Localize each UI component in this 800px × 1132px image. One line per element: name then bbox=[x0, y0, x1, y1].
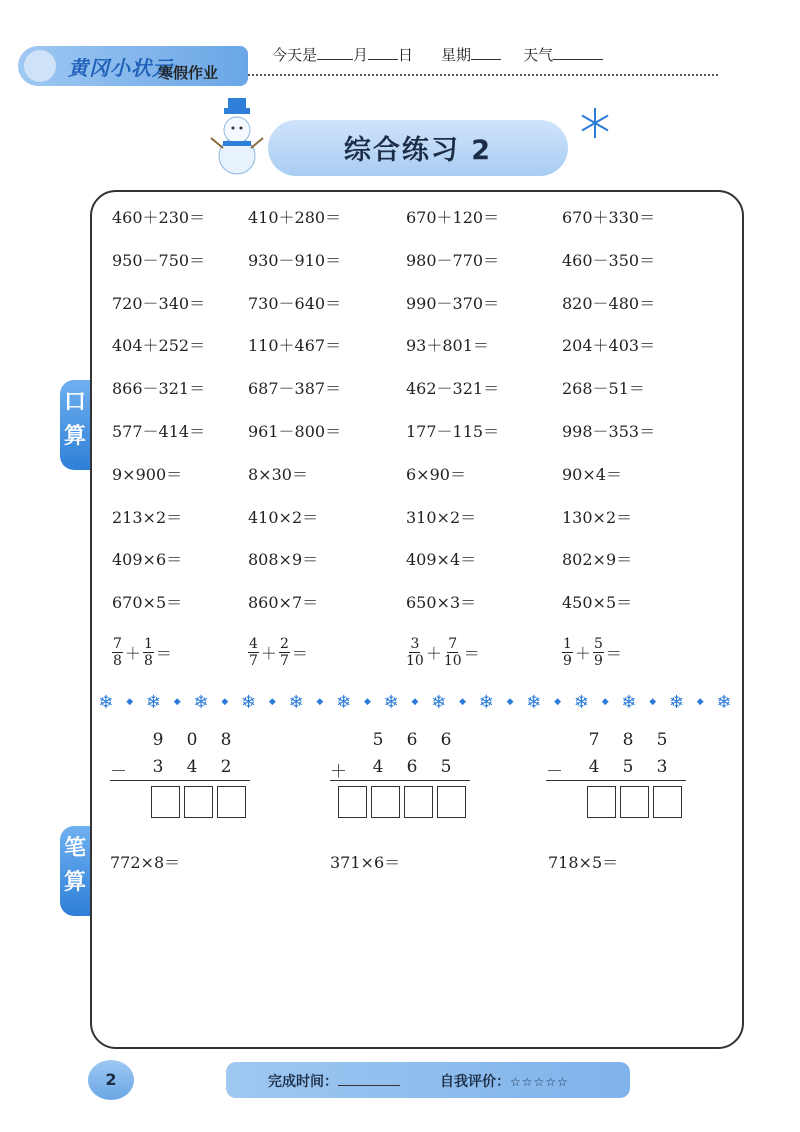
tab-char: 算 bbox=[63, 424, 86, 449]
oral-row bbox=[112, 590, 712, 620]
diamond-icon: ◆ bbox=[649, 697, 657, 707]
brand-logo-icon bbox=[24, 50, 56, 82]
digit: 5 bbox=[656, 730, 668, 750]
header-dotted-divider bbox=[248, 74, 718, 76]
date-line bbox=[272, 44, 603, 65]
date-month-label: 月 bbox=[353, 46, 369, 64]
digit: 9 bbox=[152, 730, 164, 750]
date-week-label: 星期 bbox=[441, 46, 472, 64]
oral-problem: 650×3＝ bbox=[406, 593, 477, 613]
answer-digit-box[interactable] bbox=[587, 786, 616, 818]
snowflake-icon: ❄ bbox=[241, 691, 257, 713]
oral-row bbox=[112, 248, 712, 278]
snowflake-icon: ❄ bbox=[478, 691, 494, 713]
oral-problem: 460－350＝ bbox=[562, 250, 656, 270]
diamond-icon: ◆ bbox=[316, 697, 324, 707]
snowman-icon bbox=[206, 98, 268, 178]
answer-boxes bbox=[151, 786, 250, 818]
oral-problem: 670＋330＝ bbox=[562, 208, 656, 227]
oral-problem: 460＋230＝ bbox=[112, 208, 206, 227]
answer-line bbox=[110, 780, 250, 781]
snowflake-icon bbox=[578, 106, 612, 140]
diamond-icon: ◆ bbox=[459, 697, 466, 707]
oral-problem: 998－353＝ bbox=[562, 422, 656, 441]
tab-char: 算 bbox=[63, 870, 86, 895]
completion-time-blank[interactable] bbox=[338, 1071, 400, 1086]
oral-problem: 462－321＝ bbox=[406, 379, 500, 399]
digit: 6 bbox=[440, 730, 452, 750]
brand-subtitle: 寒假作业 bbox=[158, 64, 219, 82]
answer-digit-box[interactable] bbox=[184, 786, 213, 818]
written-calc-problem: 718×5＝ bbox=[548, 853, 619, 872]
oral-problem: 90×4＝ bbox=[562, 464, 622, 484]
date-day-blank[interactable] bbox=[368, 45, 398, 60]
answer-digit-box[interactable] bbox=[437, 786, 466, 818]
digit: 3 bbox=[152, 757, 164, 777]
answer-digit-box[interactable] bbox=[217, 786, 246, 818]
oral-problem: 410＋280＝ bbox=[248, 208, 342, 227]
digit: 4 bbox=[372, 757, 384, 777]
oral-problem: 820－480＝ bbox=[562, 293, 656, 313]
oral-problem: 961－800＝ bbox=[248, 422, 342, 441]
oral-row bbox=[112, 547, 712, 577]
oral-problem: 213×2＝ bbox=[112, 507, 183, 527]
digit: 2 bbox=[220, 757, 232, 777]
diamond-icon: ◆ bbox=[696, 697, 704, 707]
completion-time-label: 完成时间： bbox=[268, 1074, 338, 1090]
oral-row bbox=[112, 333, 712, 363]
operator: ＋ bbox=[330, 762, 347, 782]
snowflake-icon: ❄ bbox=[98, 691, 114, 713]
oral-problem: 802×9＝ bbox=[562, 550, 633, 570]
oral-problem: 980－770＝ bbox=[406, 250, 500, 270]
date-day-label: 日 bbox=[398, 46, 414, 64]
oral-problem: 990－370＝ bbox=[406, 293, 500, 313]
digit: 3 bbox=[656, 757, 668, 777]
digit: 5 bbox=[440, 757, 452, 777]
snowflake-icon: ❄ bbox=[621, 691, 637, 713]
diamond-icon: ◆ bbox=[554, 697, 562, 707]
oral-problem: 268－51＝ bbox=[562, 379, 645, 399]
oral-problem: 409×6＝ bbox=[112, 550, 183, 570]
oral-problem: 204＋403＝ bbox=[562, 336, 656, 356]
snowflake-icon: ❄ bbox=[668, 691, 685, 713]
oral-problem: 93＋801＝ bbox=[406, 336, 489, 356]
snowflake-icon: ❄ bbox=[716, 691, 732, 713]
diamond-icon: ◆ bbox=[506, 697, 514, 707]
oral-problem: 177－115＝ bbox=[406, 422, 500, 441]
oral-problem: 130×2＝ bbox=[562, 507, 633, 527]
oral-problem: 687－387＝ bbox=[248, 379, 342, 399]
oral-problem: 808×9＝ bbox=[248, 550, 319, 570]
oral-problem: 860×7＝ bbox=[248, 593, 319, 613]
oral-row bbox=[112, 376, 712, 406]
snowflake-icon: ❄ bbox=[431, 691, 447, 713]
fraction-problem: $\frac{1}{9}$ ＋ $\frac{5}{9}$ ＝ bbox=[563, 636, 622, 669]
operator: － bbox=[546, 762, 563, 782]
operator: － bbox=[110, 762, 127, 782]
answer-digit-box[interactable] bbox=[653, 786, 682, 818]
oral-problem: 8×30＝ bbox=[248, 464, 308, 484]
oral-problem: 9×900＝ bbox=[112, 464, 183, 484]
oral-row bbox=[112, 291, 712, 321]
digit: 6 bbox=[406, 730, 418, 750]
fraction-problem: $\frac{3}{10}$ ＋ $\frac{7}{10}$ ＝ bbox=[406, 636, 480, 669]
oral-problem: 950－750＝ bbox=[112, 250, 206, 270]
snowflake-icon: ❄ bbox=[526, 691, 542, 713]
date-month-blank[interactable] bbox=[317, 45, 353, 60]
self-evaluation-label: 自我评价： bbox=[440, 1074, 510, 1090]
answer-line bbox=[546, 780, 686, 781]
diamond-icon: ◆ bbox=[601, 697, 609, 707]
snowflake-icon: ❄ bbox=[336, 691, 352, 713]
snowflake-icon: ❄ bbox=[383, 691, 399, 713]
written-calc-tab bbox=[60, 826, 90, 916]
oral-problem: 720－340＝ bbox=[112, 293, 206, 313]
oral-row bbox=[112, 462, 712, 492]
oral-problem: 110＋467＝ bbox=[248, 336, 342, 356]
oral-problem: 730－640＝ bbox=[248, 293, 342, 313]
digit: 6 bbox=[406, 757, 418, 777]
digit: 5 bbox=[372, 730, 384, 750]
digit: 5 bbox=[622, 757, 634, 777]
completion-time bbox=[268, 1071, 400, 1091]
oral-calc-tab bbox=[60, 380, 90, 470]
answer-digit-box[interactable] bbox=[338, 786, 367, 818]
brand-name: 黄冈小状元 bbox=[68, 56, 173, 80]
oral-problem: 410×2＝ bbox=[248, 507, 319, 527]
oral-problem: 450×5＝ bbox=[562, 593, 633, 613]
answer-boxes bbox=[338, 786, 470, 818]
self-evaluation bbox=[440, 1071, 569, 1091]
snowflake-icon: ❄ bbox=[145, 691, 162, 713]
fraction-problem: $\frac{7}{8}$ ＋ $\frac{1}{8}$ ＝ bbox=[113, 636, 172, 669]
tab-char: 笔 bbox=[63, 836, 86, 861]
answer-boxes bbox=[587, 786, 686, 818]
fraction-row bbox=[112, 636, 712, 669]
page-title: 综合练习 2 bbox=[343, 135, 493, 166]
snowflake-icon: ❄ bbox=[288, 691, 304, 713]
answer-digit-box[interactable] bbox=[404, 786, 433, 818]
oral-problem: 310×2＝ bbox=[406, 507, 477, 527]
oral-problem: 866－321＝ bbox=[112, 379, 206, 399]
digit: 4 bbox=[186, 757, 198, 777]
answer-digit-box[interactable] bbox=[371, 786, 400, 818]
oral-row bbox=[112, 505, 712, 535]
oral-row bbox=[112, 419, 712, 449]
oral-problem: 6×90＝ bbox=[406, 464, 466, 484]
snowflake-icon: ❄ bbox=[193, 691, 209, 713]
answer-line bbox=[330, 780, 470, 781]
diamond-icon: ◆ bbox=[173, 697, 181, 707]
date-today-label: 今天是 bbox=[272, 46, 318, 64]
date-weather-label: 天气 bbox=[523, 46, 554, 64]
answer-digit-box[interactable] bbox=[620, 786, 649, 818]
oral-problem: 409×4＝ bbox=[406, 550, 477, 570]
digit: 0 bbox=[186, 730, 198, 750]
snowflake-divider bbox=[92, 690, 738, 714]
date-weather-blank[interactable] bbox=[553, 45, 603, 60]
digit: 8 bbox=[622, 730, 634, 750]
diamond-icon: ◆ bbox=[268, 697, 276, 707]
oral-problem: 404＋252＝ bbox=[112, 336, 206, 356]
date-week-blank[interactable] bbox=[471, 45, 501, 60]
written-calc-problem: 371×6＝ bbox=[330, 853, 401, 872]
diamond-icon: ◆ bbox=[363, 697, 371, 707]
written-calc-problem: 772×8＝ bbox=[110, 853, 181, 872]
rating-stars[interactable]: ☆☆☆☆☆ bbox=[510, 1075, 569, 1089]
oral-row bbox=[112, 205, 712, 235]
oral-problem: 670×5＝ bbox=[112, 593, 183, 613]
answer-digit-box[interactable] bbox=[151, 786, 180, 818]
digit: 4 bbox=[588, 757, 600, 777]
fraction-problem: $\frac{4}{7}$ ＋ $\frac{2}{7}$ ＝ bbox=[249, 636, 308, 669]
tab-char: 口 bbox=[63, 390, 86, 415]
diamond-icon: ◆ bbox=[126, 697, 134, 707]
oral-problem: 577－414＝ bbox=[112, 422, 206, 441]
page-number: 2 bbox=[88, 1060, 134, 1100]
oral-problem: 930－910＝ bbox=[248, 250, 342, 270]
snowflake-icon: ❄ bbox=[573, 691, 589, 713]
digit: 7 bbox=[588, 730, 600, 750]
oral-problem: 670＋120＝ bbox=[406, 208, 500, 227]
diamond-icon: ◆ bbox=[411, 697, 419, 707]
digit: 8 bbox=[220, 730, 232, 750]
diamond-icon: ◆ bbox=[221, 697, 229, 707]
